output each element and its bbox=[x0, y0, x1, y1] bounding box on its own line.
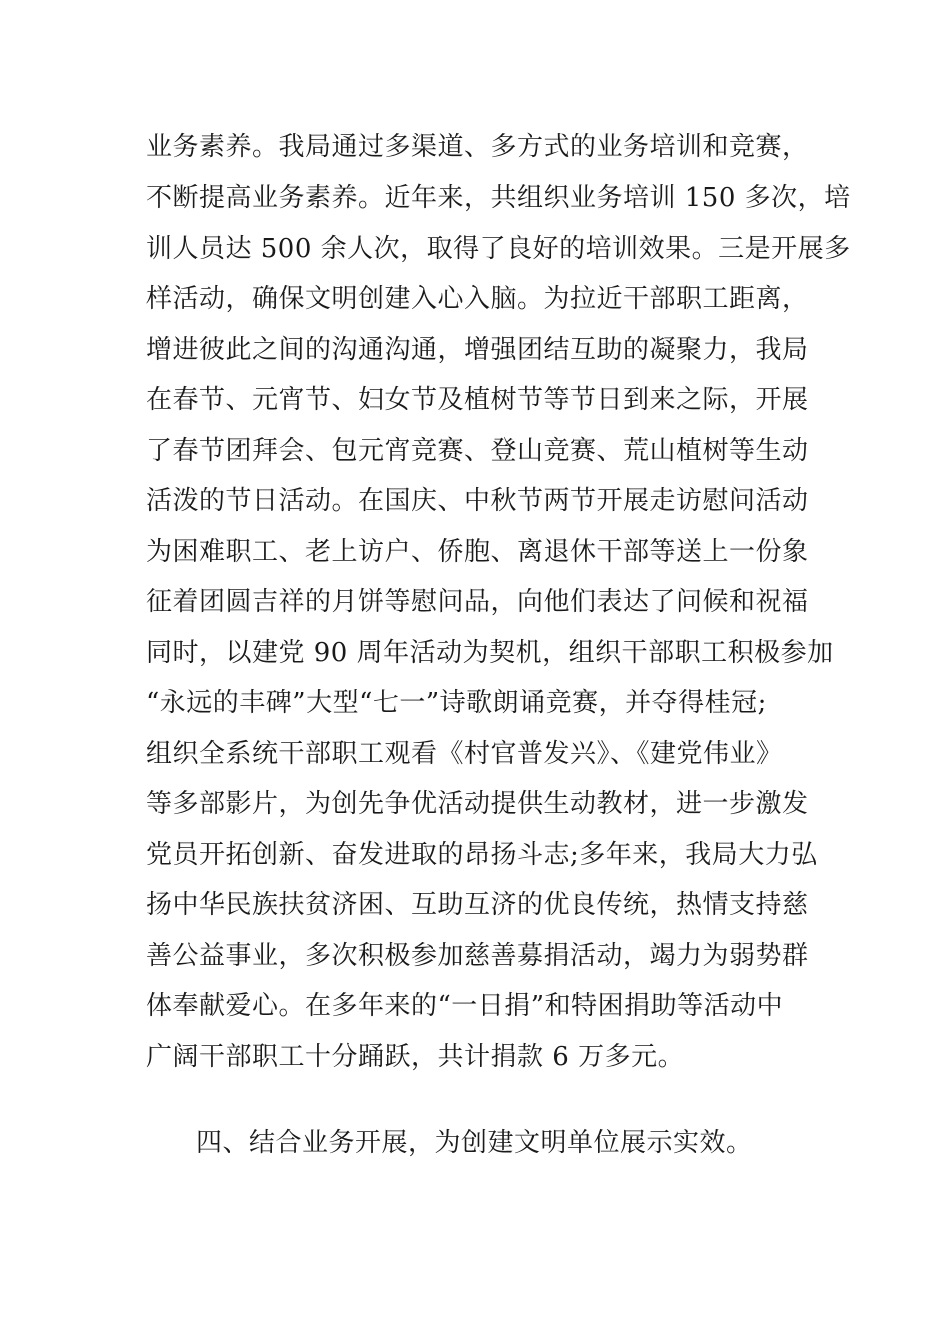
paragraph-line: 样活动，确保文明创建入心入脑。为拉近干部职工距离， bbox=[146, 284, 809, 314]
paragraph-line: “永远的丰碑”大型“七一”诗歌朗诵竞赛，并夺得桂冠; bbox=[146, 688, 767, 718]
paragraph-line: 在春节、元宵节、妇女节及植树节等节日到来之际，开展 bbox=[146, 385, 809, 415]
paragraph-line: 训人员达 500 余人次，取得了良好的培训效果。三是开展多 bbox=[146, 234, 851, 264]
paragraph-line: 征着团圆吉祥的月饼等慰问品，向他们表达了问候和祝福 bbox=[146, 587, 809, 617]
paragraph-line: 党员开拓创新、奋发进取的昂扬斗志;多年来，我局大力弘 bbox=[146, 840, 818, 870]
paragraph-line: 扬中华民族扶贫济困、互助互济的优良传统，热情支持慈 bbox=[146, 890, 809, 920]
paragraph-line: 了春节团拜会、包元宵竞赛、登山竞赛、荒山植树等生动 bbox=[146, 436, 809, 466]
section-heading: 四、结合业务开展，为创建文明单位展示实效。 bbox=[196, 1128, 753, 1158]
paragraph-line: 业务素养。我局通过多渠道、多方式的业务培训和竞赛， bbox=[146, 132, 809, 162]
paragraph-line: 体奉献爱心。在多年来的“一日捐”和特困捐助等活动中 bbox=[146, 991, 784, 1021]
paragraph-line: 同时，以建党 90 周年活动为契机，组织干部职工积极参加 bbox=[146, 638, 834, 668]
paragraph-line: 活泼的节日活动。在国庆、中秋节两节开展走访慰问活动 bbox=[146, 486, 809, 516]
paragraph-line: 广阔干部职工十分踊跃，共计捐款 6 万多元。 bbox=[146, 1042, 685, 1072]
paragraph-line: 等多部影片，为创先争优活动提供生动教材，进一步激发 bbox=[146, 789, 809, 819]
paragraph-line: 组织全系统干部职工观看《村官普发兴》、《建党伟业》 bbox=[146, 739, 783, 769]
paragraph-line: 为困难职工、老上访户、侨胞、离退休干部等送上一份象 bbox=[146, 537, 809, 567]
paragraph-line: 不断提高业务素养。近年来，共组织业务培训 150 多次，培 bbox=[146, 183, 851, 213]
paragraph-line: 增进彼此之间的沟通沟通，增强团结互助的凝聚力，我局 bbox=[146, 335, 809, 365]
paragraph-line: 善公益事业，多次积极参加慈善募捐活动，竭力为弱势群 bbox=[146, 941, 809, 971]
